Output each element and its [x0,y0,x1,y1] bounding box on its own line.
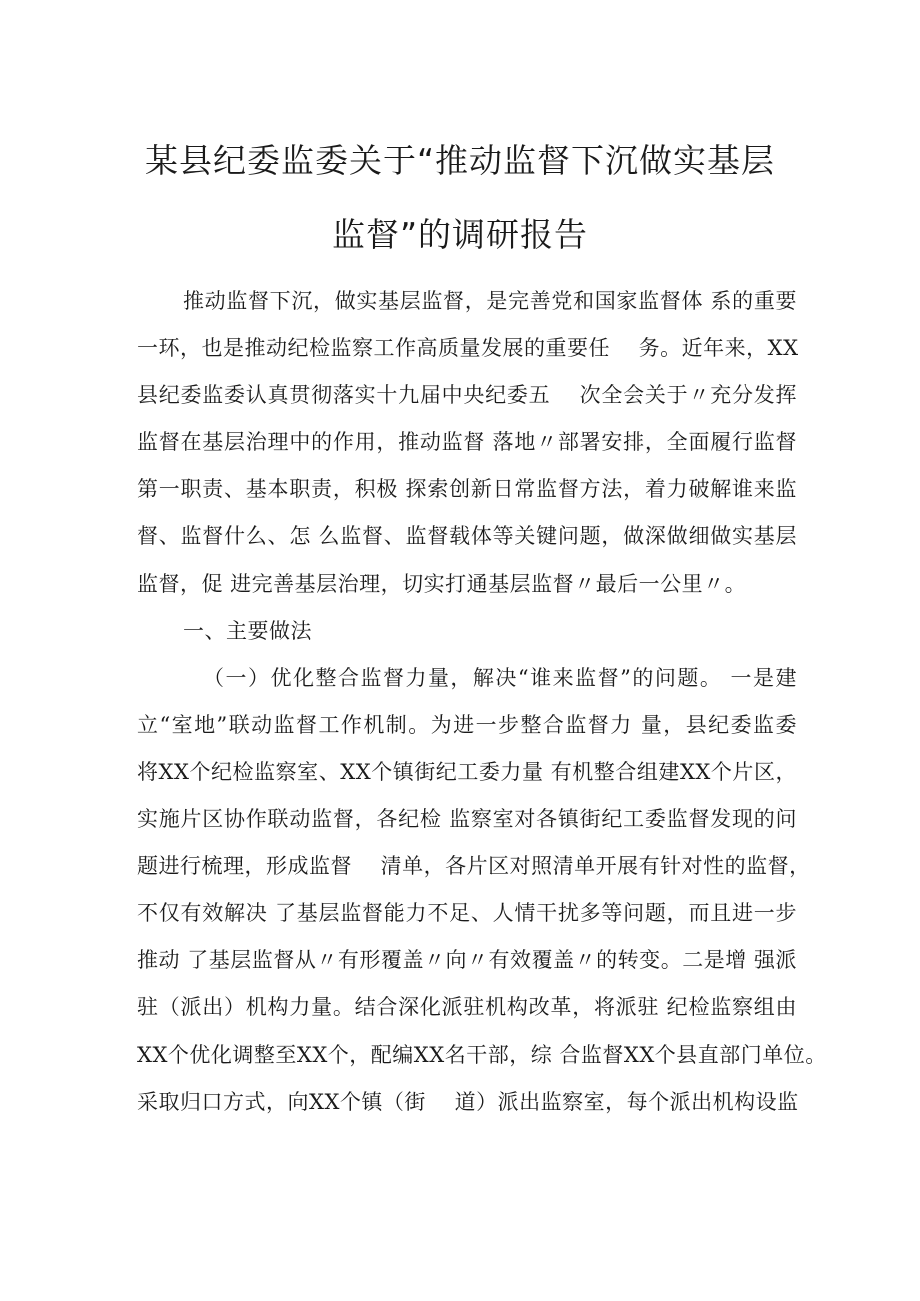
paragraph-line: 一环，也是推动纪检监察工作高质量发展的重要任 务。近年来，XX [137,336,799,361]
paragraph-line: 督、监督什么、怎 么监督、监督载体等关键问题，做深做细做实基层 [137,524,797,549]
paragraph-line: 不仅有效解决 了基层监督能力不足、人情干扰多等问题，而且进一步 [137,901,797,926]
document-title-line-1: 某县纪委监委关于“推动监督下沉做实基层 [144,141,776,180]
document-title-line-2: 监督”的调研报告 [331,215,589,254]
paragraph-line: （一）优化整合监督力量，解决“谁来监督”的问题。 一是建 [203,665,797,690]
paragraph-line: 驻（派出）机构力量。结合深化派驻机构改革，将派驻 纪检监察组由 [137,995,797,1020]
paragraph-line: XX个优化调整至XX个，配编XX名干部，综 合监督XX个县直部门单位。 [137,1042,827,1067]
document-body [137,278,827,1126]
paragraph-line: 监督，促 进完善基层治理，切实打通基层监督〃最后一公里〃。 [137,571,747,596]
paragraph-line: 推动 了基层监督从〃有形覆盖〃向〃有效覆盖〃的转变。二是增 强派 [137,948,797,973]
paragraph-line: 采取归口方式，向XX个镇（街 道）派出监察室，每个派出机构设监 [137,1089,799,1114]
paragraph-line: 题进行梳理，形成监督 清单，各片区对照清单开展有针对性的监督， [137,854,811,879]
paragraph-line: 监督在基层治理中的作用，推动监督 落地〃部署安排，全面履行监督 [137,430,797,455]
paragraph-line: 县纪委监委认真贯彻落实十九届中央纪委五 次全会关于〃充分发挥 [137,383,797,408]
paragraph-line: 将XX个纪检监察室、XX个镇街纪工委力量 有机整合组建XX个片区， [137,759,797,784]
paragraph-line: 推动监督下沉，做实基层监督，是完善党和国家监督体 系的重要 [183,289,797,313]
paragraph-line: 实施片区协作联动监督，各纪检 监察室对各镇街纪工委监督发现的问 [137,807,797,832]
paragraph-line: 第一职责、基本职责，积极 探索创新日常监督方法，着力破解谁来监 [137,477,797,502]
paragraph-line: 立“室地”联动监督工作机制。为进一步整合监督力 量，县纪委监委 [137,712,797,737]
section-heading: 一、主要做法 [183,618,312,643]
